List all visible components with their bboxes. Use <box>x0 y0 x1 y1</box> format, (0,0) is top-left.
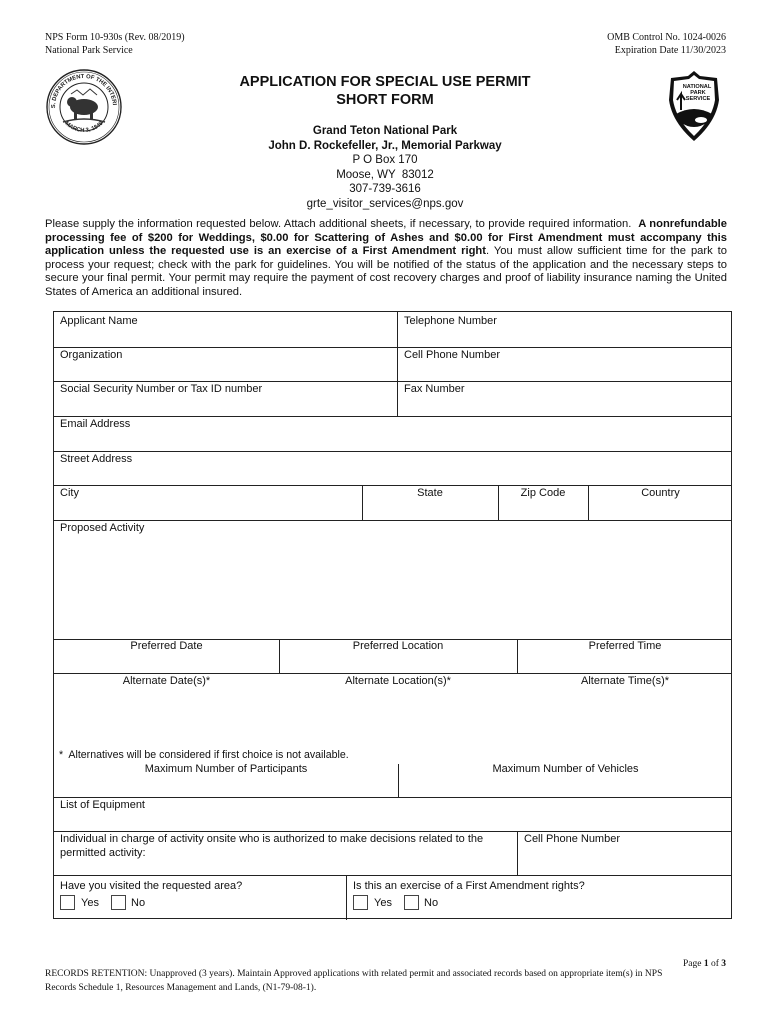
logo-text-park: PARK <box>690 90 706 96</box>
park-phone: 307-739-3616 <box>349 183 421 195</box>
alternate-locations-field[interactable]: Alternate Location(s)* <box>345 675 451 687</box>
page-title: APPLICATION FOR SPECIAL USE PERMIT <box>239 74 531 90</box>
alternate-dates-field[interactable]: Alternate Date(s)* <box>122 675 211 687</box>
first-amendment-question: Is this an exercise of a First Amendment rights? <box>353 880 585 892</box>
telephone-field[interactable]: Telephone Number <box>404 315 497 327</box>
proposed-activity-field[interactable]: Proposed Activity <box>60 522 145 534</box>
alternate-times-field[interactable]: Alternate Time(s)* <box>580 675 670 687</box>
form-number: NPS Form 10-930s (Rev. 08/2019) <box>45 32 185 43</box>
visited-no-label: No <box>131 897 146 909</box>
street-address-field[interactable]: Street Address <box>60 453 133 465</box>
instructions-text-continued: . You must allow sufficient time for the park to process your request; check with the park for guidelines. You will be notified of the status of the application and the necessary steps to secure your final permit. Your permit may require the payment of cost recovery charges and proof of liability insurance naming the United States of America an additional insured. <box>45 245 728 298</box>
applicant-name-field[interactable]: Applicant Name <box>60 315 138 327</box>
parkway-name: John D. Rockefeller, Jr., Memorial Parkway <box>268 139 502 152</box>
visited-no-checkbox[interactable] <box>111 895 126 910</box>
park-email: grte_visitor_services@nps.gov <box>306 197 464 210</box>
state-field[interactable]: State <box>417 487 443 499</box>
page-number <box>683 957 726 971</box>
preferred-location-field[interactable]: Preferred Location <box>352 640 444 652</box>
records-retention-line1: RECORDS RETENTION: Unapproved (3 years). Maintain Approved applications with related permit and associated records based on appropriate item(s) in NPS <box>45 969 663 979</box>
logo-text-national: NATIONAL <box>682 84 712 90</box>
preferred-date-field[interactable]: Preferred Date <box>130 640 203 652</box>
organization-field[interactable]: Organization <box>60 349 123 361</box>
seal-text-bottom: MARCH 3, 1849 <box>63 120 105 134</box>
individual-cell-phone-field[interactable]: Cell Phone Number <box>524 833 620 845</box>
park-city: Moose, WY 83012 <box>336 168 434 181</box>
omb-control-number: OMB Control No. 1024-0026 <box>607 32 726 43</box>
visited-area-question: Have you visited the requested area? <box>60 880 243 892</box>
cell-phone-field[interactable]: Cell Phone Number <box>404 349 500 361</box>
country-field[interactable]: Country <box>641 487 680 499</box>
visited-yes-label: Yes <box>81 897 99 909</box>
city-field[interactable]: City <box>60 487 79 499</box>
logo-text-service: SERVICE <box>685 96 711 102</box>
page-total: 3 <box>721 959 726 969</box>
page-label: Page <box>682 959 702 969</box>
page-current: 1 <box>703 959 709 969</box>
visited-yes-checkbox[interactable] <box>60 895 75 910</box>
seal-text-top: S. DEPARTMENT OF THE INTERI <box>50 73 117 109</box>
zip-code-field[interactable]: Zip Code <box>520 487 566 499</box>
page-of-label: of <box>710 959 719 969</box>
instructions-paragraph <box>45 218 727 300</box>
application-form <box>53 311 732 919</box>
first-amendment-no-checkbox[interactable] <box>404 895 419 910</box>
fax-field[interactable]: Fax Number <box>404 383 465 395</box>
agency-name: National Park Service <box>45 45 133 56</box>
preferred-time-field[interactable]: Preferred Time <box>588 640 662 652</box>
expiration-date: Expiration Date 11/30/2023 <box>614 45 726 56</box>
po-box: P O Box 170 <box>352 154 418 166</box>
equipment-list-field[interactable]: List of Equipment <box>60 799 145 811</box>
max-participants-field[interactable]: Maximum Number of Participants <box>144 763 308 775</box>
individual-in-charge-field[interactable]: Individual in charge of activity onsite who is authorized to make decisions related to the <box>60 833 484 845</box>
email-field[interactable]: Email Address <box>60 418 131 430</box>
first-amendment-yes-checkbox[interactable] <box>353 895 368 910</box>
first-amendment-yes-label: Yes <box>374 897 392 909</box>
max-vehicles-field[interactable]: Maximum Number of Vehicles <box>492 763 639 775</box>
instructions-text: Please supply the information requested below. Attach additional sheets, if necessary, to provide required information. <box>45 218 632 230</box>
individual-in-charge-label-continued: permitted activity: <box>60 847 146 859</box>
alternatives-note: * Alternatives will be considered if first choice is not available. <box>59 749 349 761</box>
ssn-tax-id-field[interactable]: Social Security Number or Tax ID number <box>60 383 263 395</box>
page-subtitle: SHORT FORM <box>336 92 434 108</box>
records-retention-line2: Records Schedule 1, Resources Management and Lands, (N1-79-08-1). <box>45 983 317 993</box>
park-name: Grand Teton National Park <box>312 125 458 137</box>
first-amendment-no-label: No <box>424 897 439 909</box>
fee-notice: A nonrefundable processing fee of $200 for Weddings, $0.00 for Scattering of Ashes and $0.00 for First Amendment must accompany this application unless the requested use is an exercise of a First Amendment right <box>45 218 727 258</box>
